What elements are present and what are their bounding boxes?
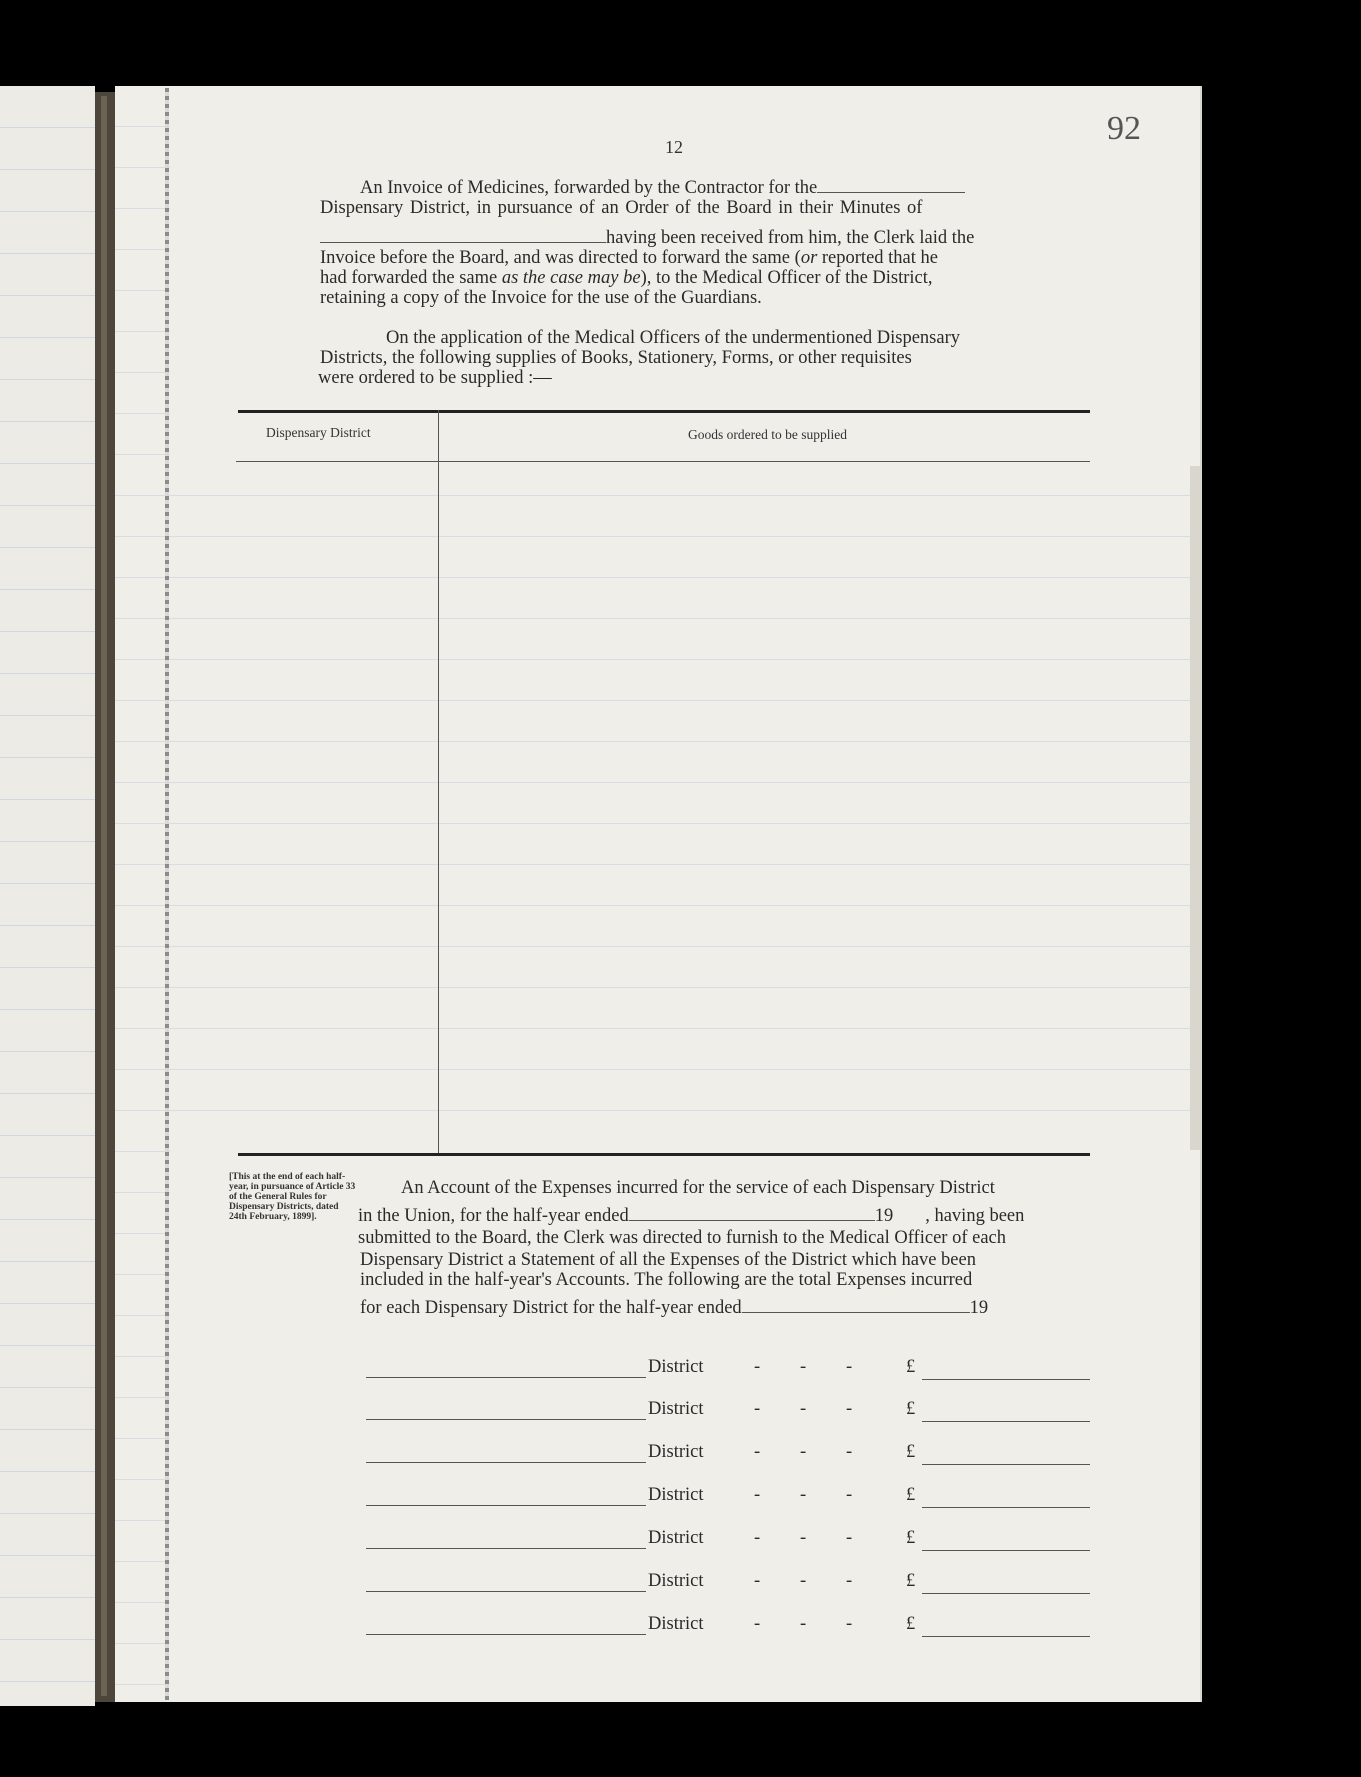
folio-number: 92 [1107, 110, 1141, 147]
table-bottom-rule [238, 1153, 1090, 1156]
application-line-3: were ordered to be supplied :— [318, 368, 552, 388]
district-row [366, 1572, 1090, 1596]
account-line-5: included in the half-year's Accounts. The following are the total Expenses incurred [360, 1270, 973, 1290]
district-dash: - [754, 1571, 761, 1591]
account-year-prefix-2: 19 [969, 1298, 989, 1318]
district-dash: - [800, 1571, 807, 1591]
account-line-4: Dispensary District a Statement of all the Expenses of the District which have been [360, 1250, 976, 1270]
account-line-3: submitted to the Board, the Clerk was directed to furnish to the Medical Officer of each [358, 1228, 1006, 1248]
pound-sign: £ [906, 1442, 916, 1462]
district-label: District [648, 1442, 704, 1462]
district-name-fill-line [366, 1505, 646, 1506]
district-dash: - [800, 1442, 807, 1462]
district-name-fill-line [366, 1634, 646, 1635]
half-year-fill-line [629, 1206, 875, 1221]
invoice-text-5-end: ), to the Medical Officer of the District, [640, 268, 933, 288]
contractor-fill-line [817, 178, 965, 193]
district-label: District [648, 1571, 704, 1591]
table-header-area [170, 376, 1200, 466]
invoice-line-5 [320, 268, 933, 288]
pound-sign: £ [906, 1485, 916, 1505]
district-row [366, 1400, 1090, 1424]
district-name-fill-line [366, 1419, 646, 1420]
district-row [366, 1615, 1090, 1639]
left-page [0, 86, 95, 1706]
district-dash: - [846, 1399, 853, 1419]
district-dash: - [754, 1485, 761, 1505]
margin-note: [This at the end of each half-year, in pursuance of Article 33 of the General Rules for Dispensary Districts, dated 24th February, 1899]. [229, 1172, 356, 1222]
district-name-fill-line [366, 1548, 646, 1549]
invoice-line-2: Dispensary District, in pursuance of an Order of the Board in their Minutes of [320, 198, 923, 218]
district-name-fill-line [366, 1377, 646, 1378]
account-year-prefix: 19 [874, 1206, 894, 1226]
amount-fill-line [922, 1421, 1090, 1422]
district-dash: - [846, 1571, 853, 1591]
district-dash: - [754, 1357, 761, 1377]
invoice-italic-case: as the case may be [501, 268, 641, 288]
district-dash: - [800, 1528, 807, 1548]
district-label: District [648, 1357, 704, 1377]
minutes-fill-line [320, 228, 606, 243]
invoice-line-3 [320, 228, 974, 248]
account-line-1: An Account of the Expenses incurred for the service of each Dispensary District [401, 1178, 995, 1198]
district-dash: - [846, 1442, 853, 1462]
perforation-line [165, 88, 169, 1700]
account-text-2-end: , having been [925, 1206, 1025, 1226]
district-dash: - [754, 1614, 761, 1634]
table-column-divider [438, 410, 439, 1154]
account-text-2: in the Union, for the half-year ended [358, 1206, 629, 1226]
district-dash: - [754, 1528, 761, 1548]
pound-sign: £ [906, 1357, 916, 1377]
account-line-6 [360, 1298, 988, 1318]
half-year-fill-line-2 [742, 1298, 970, 1313]
account-text-6: for each Dispensary District for the half-year ended [360, 1298, 742, 1318]
table-top-rule [238, 410, 1090, 413]
district-dash: - [846, 1357, 853, 1377]
invoice-text-3: having been received from him, the Clerk laid the [606, 228, 975, 248]
district-dash: - [846, 1485, 853, 1505]
district-name-fill-line [366, 1591, 646, 1592]
application-line-1: On the application of the Medical Officers of the undermentioned Dispensary [386, 328, 961, 348]
table-header-rule [236, 461, 1090, 462]
col-goods-ordered-header: Goods ordered to be supplied [688, 427, 847, 442]
gutter-highlight [101, 96, 107, 1696]
district-label: District [648, 1485, 704, 1505]
district-dash: - [800, 1614, 807, 1634]
invoice-italic-or: or [800, 248, 818, 268]
invoice-line-6: retaining a copy of the Invoice for the use of the Guardians. [320, 288, 762, 308]
district-dash: - [846, 1614, 853, 1634]
col-dispensary-district-header: Dispensary District [266, 425, 371, 440]
invoice-line-4 [320, 248, 938, 268]
amount-fill-line [922, 1636, 1090, 1637]
district-name-fill-line [366, 1462, 646, 1463]
account-line-2 [358, 1206, 1024, 1226]
district-row [366, 1486, 1090, 1510]
district-dash: - [800, 1357, 807, 1377]
amount-fill-line [922, 1464, 1090, 1465]
amount-fill-line [922, 1593, 1090, 1594]
amount-fill-line [922, 1379, 1090, 1380]
district-label: District [648, 1528, 704, 1548]
district-label: District [648, 1399, 704, 1419]
pound-sign: £ [906, 1614, 916, 1634]
amount-fill-line [922, 1507, 1090, 1508]
district-row [366, 1529, 1090, 1553]
pound-sign: £ [906, 1399, 916, 1419]
amount-fill-line [922, 1550, 1090, 1551]
invoice-text-1: An Invoice of Medicines, forwarded by the Contractor for the [360, 178, 818, 198]
pound-sign: £ [906, 1571, 916, 1591]
page-number: 12 [665, 137, 683, 157]
invoice-line-1 [360, 178, 965, 198]
pound-sign: £ [906, 1528, 916, 1548]
district-dash: - [800, 1485, 807, 1505]
district-dash: - [754, 1442, 761, 1462]
district-dash: - [754, 1399, 761, 1419]
district-dash: - [846, 1528, 853, 1548]
invoice-text-5: had forwarded the same [320, 268, 502, 288]
invoice-text-4-end: reported that he [817, 248, 938, 268]
district-label: District [648, 1614, 704, 1634]
application-line-2: Districts, the following supplies of Books, Stationery, Forms, or other requisites [320, 348, 912, 368]
district-dash: - [800, 1399, 807, 1419]
invoice-text-4: Invoice before the Board, and was directed to forward the same ( [320, 248, 801, 268]
district-row [366, 1358, 1090, 1382]
district-row [366, 1443, 1090, 1467]
